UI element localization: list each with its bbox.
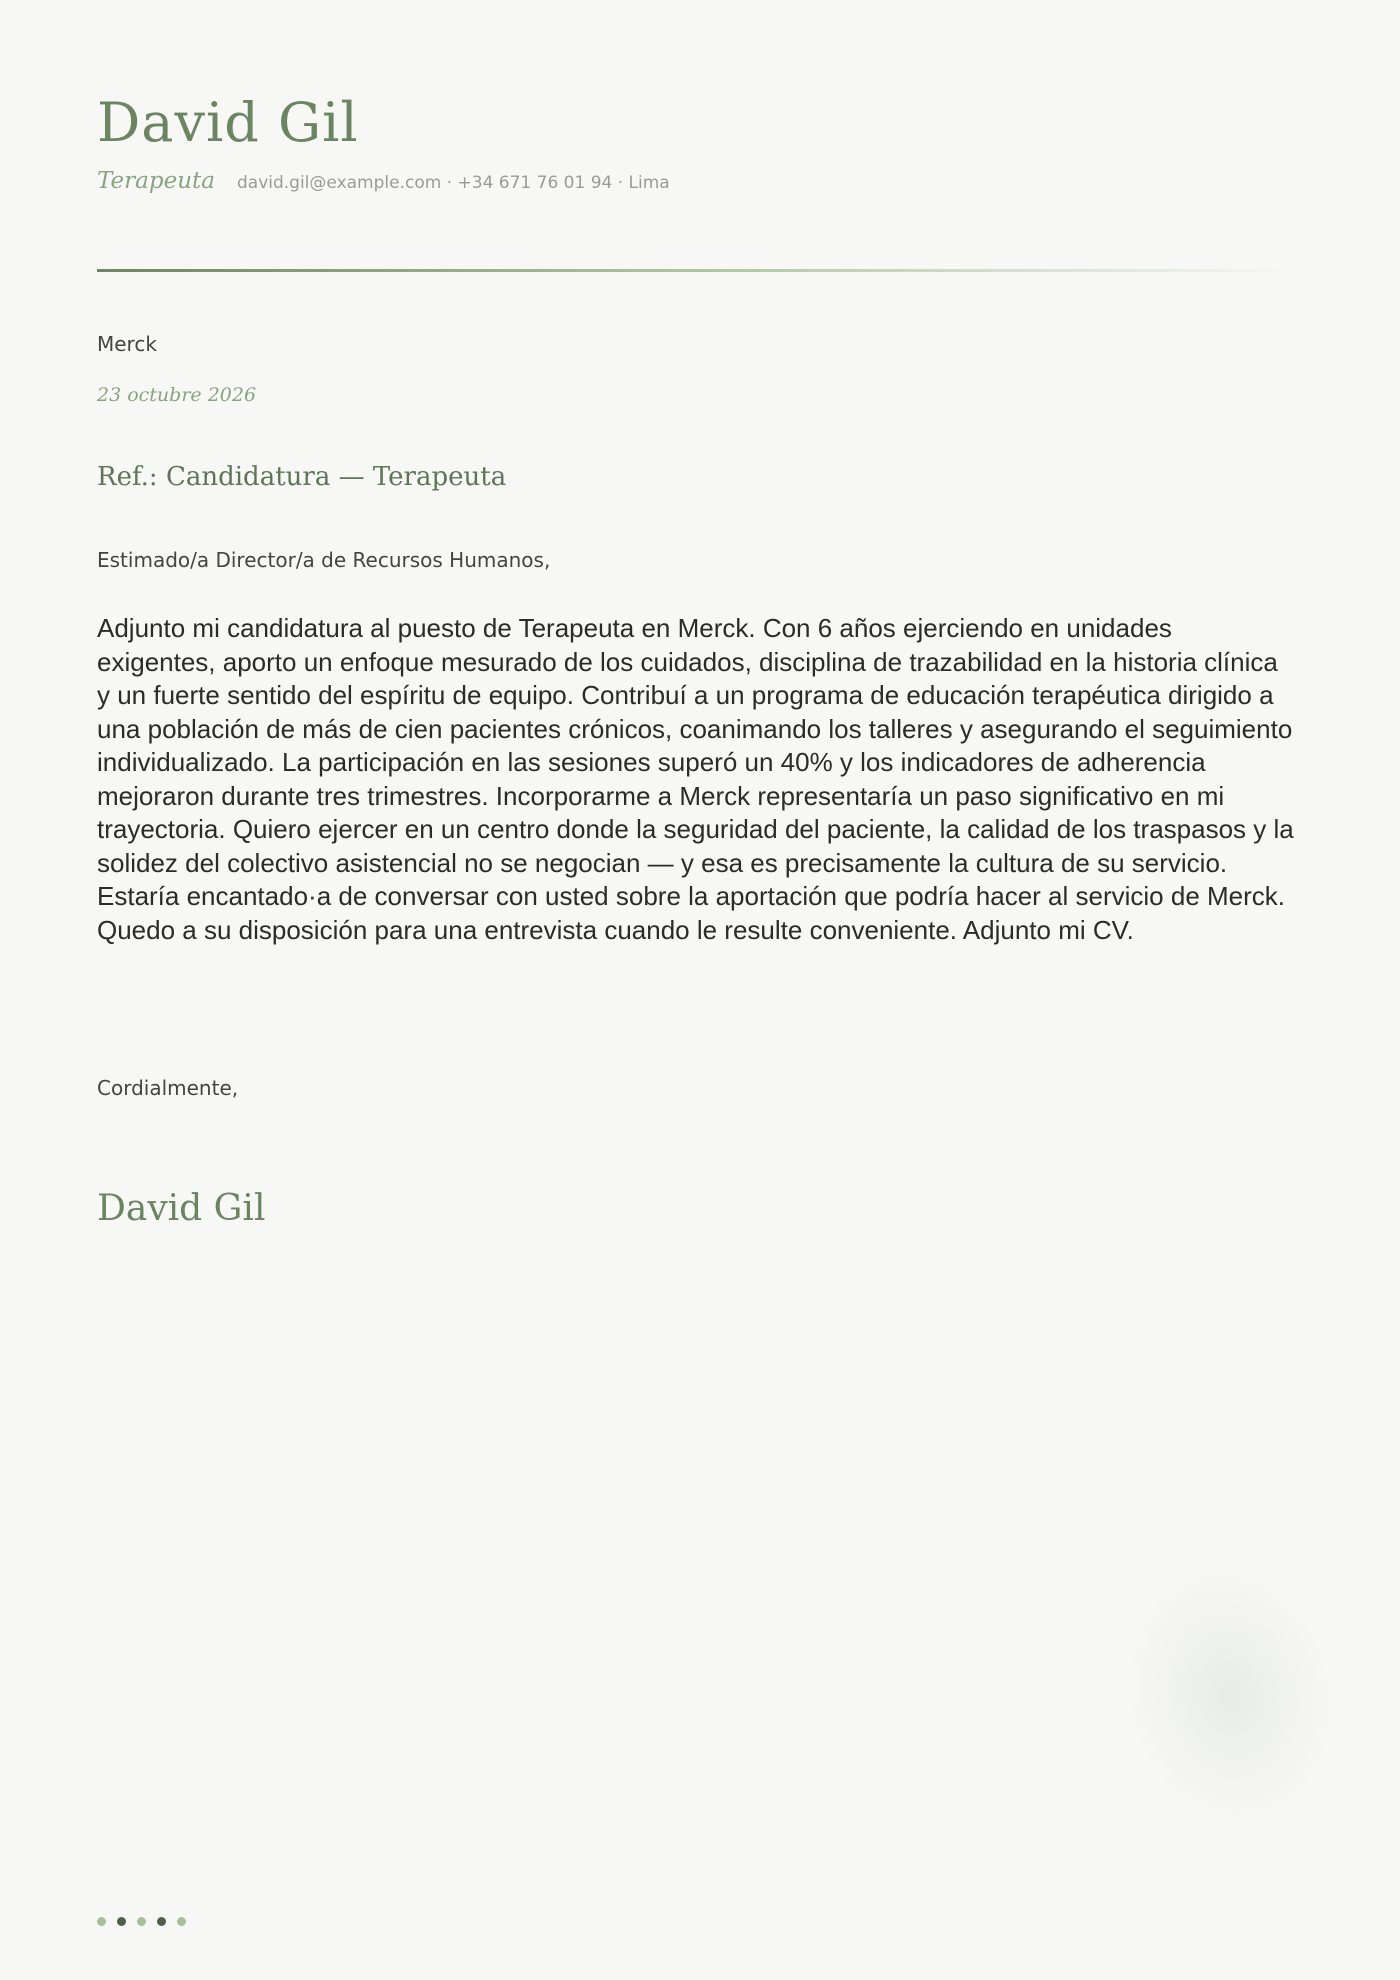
subject-line: Ref.: Candidatura — Terapeuta: [97, 462, 507, 492]
footer-dot: [117, 1917, 126, 1926]
header-divider: [97, 269, 1297, 272]
footer-dots: [97, 1917, 186, 1926]
footer-dot: [157, 1917, 166, 1926]
footer-dot: [137, 1917, 146, 1926]
header-role: Terapeuta: [97, 168, 215, 194]
letter-body: Adjunto mi candidatura al puesto de Terapeuta en Merck. Con 6 años ejerciendo en unidades exigentes, aporto un enfoque mesurado de los cuidados, disciplina de trazabilidad en la historia clínica y un fuerte sentido del espíritu de equipo. Contribuí a un programa de educación terapéutica dirigido a una población de más de cien pacientes crónicos, coanimando los talleres y asegurando el seguimiento individualizado. La participación en las sesiones superó un 40% y los indicadores de adherencia mejoraron durante tres trimestres. Incorporarme a Merck representaría un paso significativo en mi trayectoria. Quiero ejercer en un centro donde la seguridad del paciente, la calidad de los traspasos y la solidez del colectivo asistencial no se negocian — y esa es precisamente la cultura de su servicio. Estaría encantado·a de conversar con usted sobre la aportación que podría hacer al servicio de Merck. Quedo a su disposición para una entrevista cuando le resulte conveniente. Adjunto mi CV.: [97, 613, 1294, 945]
header-contact: david.gil@example.com · +34 671 76 01 94 · Lima: [236, 173, 670, 193]
letter-date: 23 octubre 2026: [97, 384, 257, 406]
recipient: Merck: [97, 332, 157, 356]
salutation: Estimado/a Director/a de Recursos Humanos,: [97, 548, 551, 572]
closing: Cordialmente,: [97, 1076, 239, 1100]
header-subline: [97, 168, 670, 194]
footer-dot: [177, 1917, 186, 1926]
header-name: David Gil: [97, 91, 359, 154]
signature: David Gil: [97, 1188, 266, 1229]
footer-dot: [97, 1917, 106, 1926]
letter-page: [97, 0, 1297, 1980]
